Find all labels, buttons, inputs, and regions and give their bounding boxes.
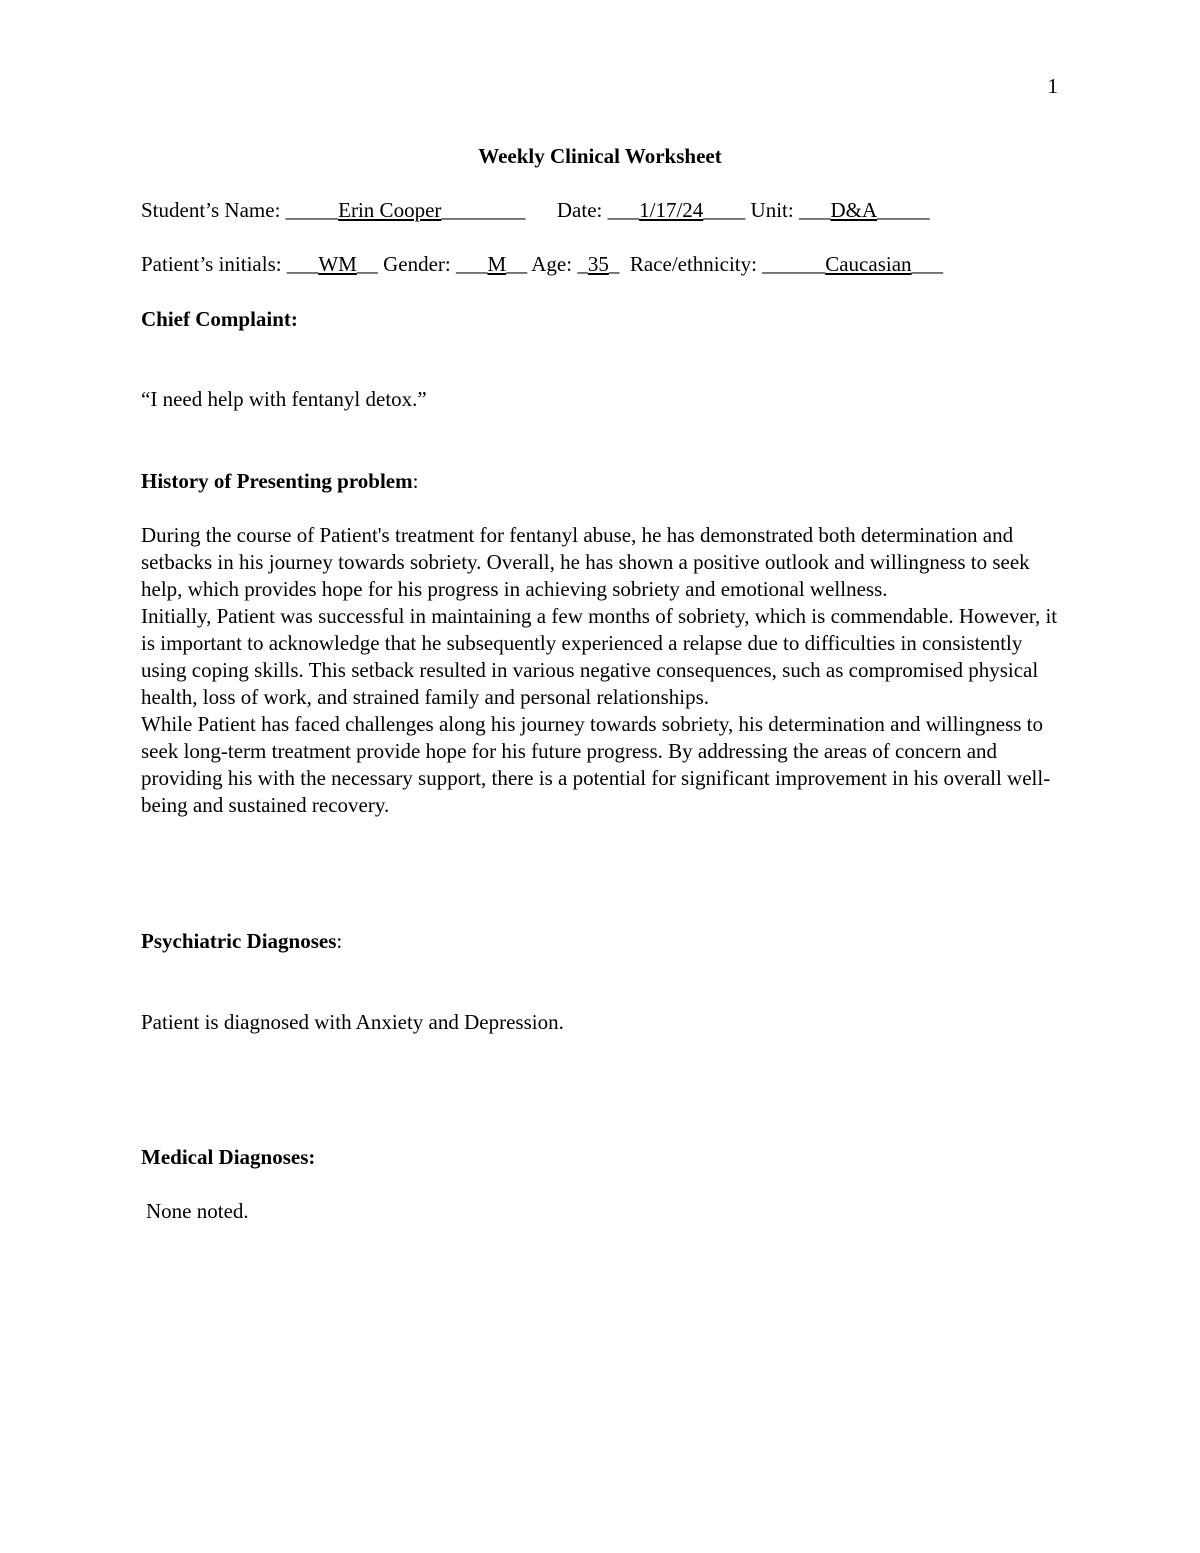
history-heading-colon: : [412, 469, 419, 493]
student-name-label: Student’s Name: [141, 198, 286, 222]
unit-post: _____ [877, 198, 930, 222]
patient-initials-pre: ___ [286, 252, 319, 276]
gender-post: __ [506, 252, 528, 276]
patient-initials-value: WM [318, 252, 357, 276]
psychiatric-diagnoses-heading [141, 929, 342, 954]
student-name-value: Erin Cooper [338, 198, 442, 222]
student-name-post: ________ [441, 198, 526, 222]
date-value: 1/17/24 [639, 198, 704, 222]
chief-complaint-text: “I need help with fentanyl detox.” [141, 387, 427, 411]
age-value: 35 [587, 252, 609, 276]
psychiatric-heading-label: Psychiatric Diagnoses [141, 929, 337, 953]
history-heading-label: History of Presenting problem [141, 469, 413, 493]
psychiatric-diagnoses-text: Patient is diagnosed with Anxiety and Depression. [141, 1010, 564, 1034]
race-post: ___ [911, 252, 944, 276]
history-paragraph: Initially, Patient was successful in maintaining a few months of sobriety, which is commendable. However, it is important to acknowledge that he subsequently experienced a relapse due to difficulties in consistently using coping skills. This setback resulted in various negative consequences, such as compromised physical health, loss of work, and strained family and personal relationships. [141, 604, 1058, 709]
gender-pre: ___ [455, 252, 488, 276]
history-heading [141, 469, 418, 494]
history-body [141, 522, 1071, 819]
patient-info-row [141, 252, 943, 277]
race-value: Caucasian [825, 252, 912, 276]
page-number: 1 [1047, 74, 1058, 98]
unit-pre: ___ [798, 198, 831, 222]
patient-initials-label: Patient’s initials: [141, 252, 287, 276]
document-title: Weekly Clinical Worksheet [478, 144, 722, 168]
student-info-row [141, 198, 930, 223]
date-pre: ___ [607, 198, 640, 222]
age-pre: _ [577, 252, 588, 276]
race-label: Race/ethnicity: [629, 252, 763, 276]
history-paragraph: During the course of Patient's treatment for fentanyl abuse, he has demonstrated both determination and setbacks in his journey towards sobriety. Overall, he has shown a positive outlook and willingness to seek help, which provides hope for his progress in achieving sobriety and emotional wellness. [141, 523, 1030, 601]
psychiatric-heading-colon: : [336, 929, 343, 953]
date-post: ____ [703, 198, 746, 222]
unit-value: D&A [830, 198, 878, 222]
gender-value: M [487, 252, 507, 276]
medical-diagnoses-heading: Medical Diagnoses: [141, 1145, 316, 1169]
unit-label: Unit: [750, 198, 799, 222]
history-paragraph: While Patient has faced challenges along his journey towards sobriety, his determination and willingness to seek long-term treatment provide hope for his future progress. By addressing the areas of concern and providing his with the necessary support, there is a potential for significant improvement in his overall well-being and sustained recovery. [141, 712, 1051, 817]
age-label: Age: [531, 252, 578, 276]
race-pre: ______ [762, 252, 826, 276]
student-name-pre: _____ [285, 198, 339, 222]
patient-initials-post: __ [356, 252, 378, 276]
gender-label: Gender: [383, 252, 456, 276]
age-post: _ [608, 252, 620, 276]
date-label: Date: [556, 198, 608, 222]
medical-diagnoses-text: None noted. [146, 1199, 249, 1223]
chief-complaint-heading: Chief Complaint: [141, 307, 298, 331]
